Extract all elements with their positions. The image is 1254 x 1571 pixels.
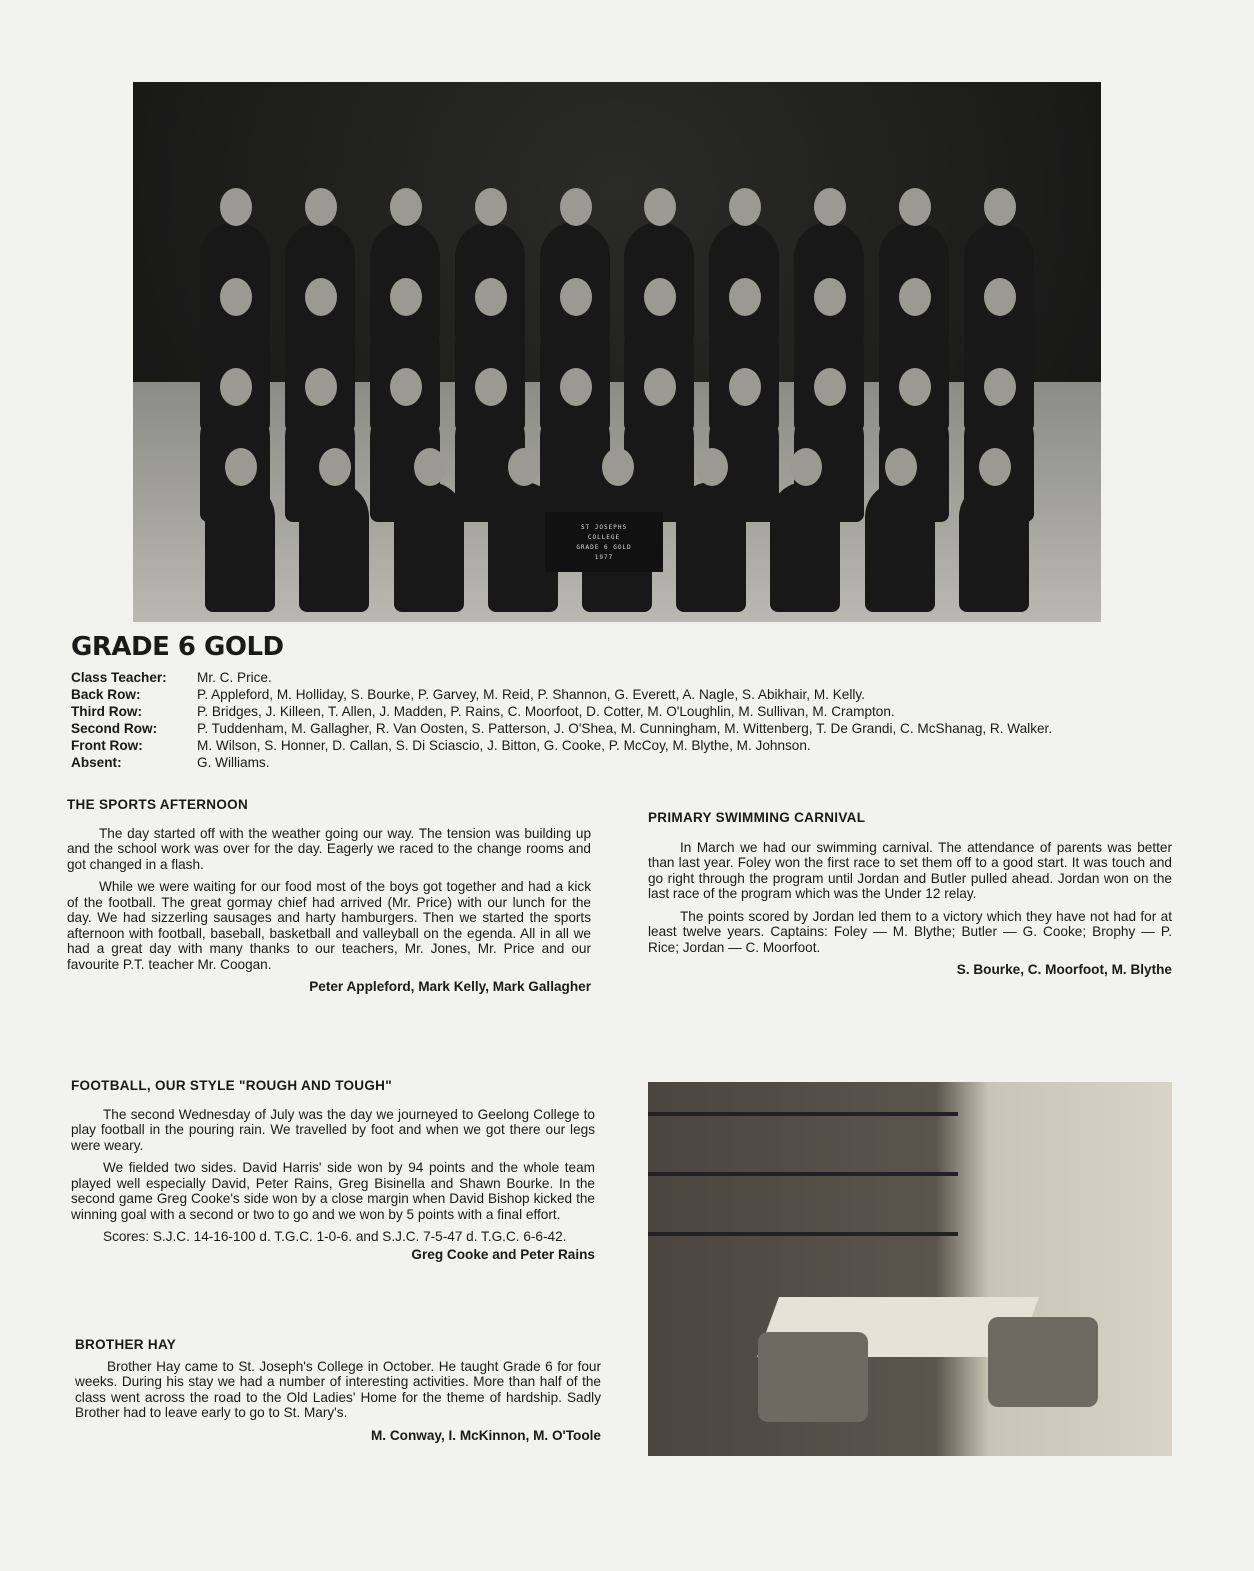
roster-label: Back Row: bbox=[71, 687, 141, 702]
bookshelf bbox=[648, 1112, 958, 1116]
article-paragraph: Brother Hay came to St. Joseph's College in October. He taught Grade 6 for four weeks. During his stay we had a number of interesting activities. More than half of the class went across the road to the Old Ladies' Home for the theme of hardship. Sadly Brother had to leave early to go to St. Mary's. bbox=[75, 1358, 601, 1420]
roster-names: M. Wilson, S. Honner, D. Callan, S. Di Sciascio, J. Bitton, G. Cooke, P. McCoy, M. Blythe, M. Johnson. bbox=[197, 738, 811, 753]
roster-label: Class Teacher: bbox=[71, 670, 167, 685]
sign-line: 1977 bbox=[594, 553, 614, 561]
roster-row bbox=[71, 754, 1181, 771]
article-title: BROTHER HAY bbox=[75, 1337, 177, 1352]
roster-label: Front Row: bbox=[71, 738, 143, 753]
article-paragraph: The second Wednesday of July was the day we journeyed to Geelong College to play football in the pouring rain. We travelled by foot and when we got there our legs were weary. bbox=[71, 1106, 595, 1153]
roster-row bbox=[71, 737, 1181, 754]
article-paragraph: We fielded two sides. David Harris' side won by 94 points and the whole team played well especially David, Peter Rains, Greg Bisinella and Shawn Bourke. In the second game Greg Cooke's side won by a close margin when David Bishop kicked the winning goal with a second or two to go and we won by 5 points with a final effort. bbox=[71, 1160, 595, 1222]
sign-line: ST JOSEPHS bbox=[580, 523, 628, 531]
roster-label: Third Row: bbox=[71, 704, 142, 719]
article-byline: M. Conway, I. McKinnon, M. O'Toole bbox=[370, 1427, 601, 1443]
article-title: FOOTBALL, OUR STYLE "ROUGH AND TOUGH" bbox=[71, 1078, 392, 1093]
roster-names: P. Appleford, M. Holliday, S. Bourke, P. Garvey, M. Reid, P. Shannon, G. Everett, A. Nagle, S. Abikhair, M. Kelly. bbox=[197, 687, 865, 702]
article-title: THE SPORTS AFTERNOON bbox=[67, 797, 249, 812]
bookshelf bbox=[648, 1172, 958, 1176]
page-title: GRADE 6 GOLD bbox=[71, 632, 284, 662]
sign-line: COLLEGE bbox=[587, 533, 621, 541]
swimming-carnival-article bbox=[648, 810, 1172, 978]
article-paragraph: The points scored by Jordan led them to a victory which they have not had for at least twelve years. Captains: Foley — M. Blythe; Butler — G. Cooke; Brophy — P. Rice; Jordan — C. Moorfoot. bbox=[648, 908, 1172, 955]
article-paragraph: The day started off with the weather going our way. The tension was building up and the school work was over for the day. Eagerly we raced to the change rooms and got changed in a flash. bbox=[67, 825, 591, 872]
article-byline: S. Bourke, C. Moorfoot, M. Blythe bbox=[956, 962, 1172, 977]
article-title: PRIMARY SWIMMING CARNIVAL bbox=[648, 810, 866, 825]
library-photo bbox=[648, 1082, 1172, 1456]
article-paragraph: Scores: S.J.C. 14-16-100 d. T.G.C. 1-0-6. and S.J.C. 7-5-47 d. T.G.C. 6-6-42. bbox=[103, 1229, 567, 1244]
sports-afternoon-article bbox=[67, 797, 591, 995]
roster-row bbox=[71, 703, 1181, 720]
brother-hay-article bbox=[75, 1337, 601, 1443]
chair bbox=[758, 1332, 868, 1422]
roster-row bbox=[71, 686, 1181, 703]
class-sign bbox=[545, 512, 663, 572]
class-roster bbox=[71, 669, 1181, 771]
article-paragraph: In March we had our swimming carnival. The attendance of parents was better than last year. Foley won the first race to set them off to a good start. It was touch and go right through the program until Jordan and Butler pulled ahead. Jordan won on the last race of the program which was the Under 12 relay. bbox=[648, 839, 1172, 901]
roster-names: P. Tuddenham, M. Gallagher, R. Van Oosten, S. Patterson, J. O'Shea, M. Cunningham, M. Wittenberg, T. De Grandi, C. McShanag, R. Walker. bbox=[197, 721, 1053, 736]
article-paragraph: While we were waiting for our food most of the boys got together and had a kick of the football. The great gormay chief had arrived (Mr. Price) with our lunch for the day. We had sizzerling sausages and harty hamburgers. Then we started the sports afternoon with football, baseball, basketball and valleyball on the egenda. All in all we had a great day with many thanks to our teachers, Mr. Jones, Mr. Price and our favourite P.T. teacher Mr. Coogan. bbox=[67, 879, 591, 972]
article-byline: Peter Appleford, Mark Kelly, Mark Gallagher bbox=[309, 979, 591, 994]
chair bbox=[988, 1317, 1098, 1407]
roster-names: G. Williams. bbox=[197, 755, 270, 770]
bookshelf bbox=[648, 1232, 958, 1236]
roster-names: Mr. C. Price. bbox=[197, 670, 272, 685]
article-byline: Greg Cooke and Peter Rains bbox=[411, 1246, 595, 1262]
roster-row bbox=[71, 720, 1181, 737]
roster-row bbox=[71, 669, 1181, 686]
football-article bbox=[71, 1078, 595, 1262]
sign-line: GRADE 6 GOLD bbox=[576, 543, 632, 551]
roster-names: P. Bridges, J. Killeen, T. Allen, J. Madden, P. Rains, C. Moorfoot, D. Cotter, M. O'Loughlin, M. Sullivan, M. Crampton. bbox=[197, 704, 895, 719]
roster-label: Second Row: bbox=[71, 721, 158, 736]
roster-label: Absent: bbox=[71, 755, 122, 770]
